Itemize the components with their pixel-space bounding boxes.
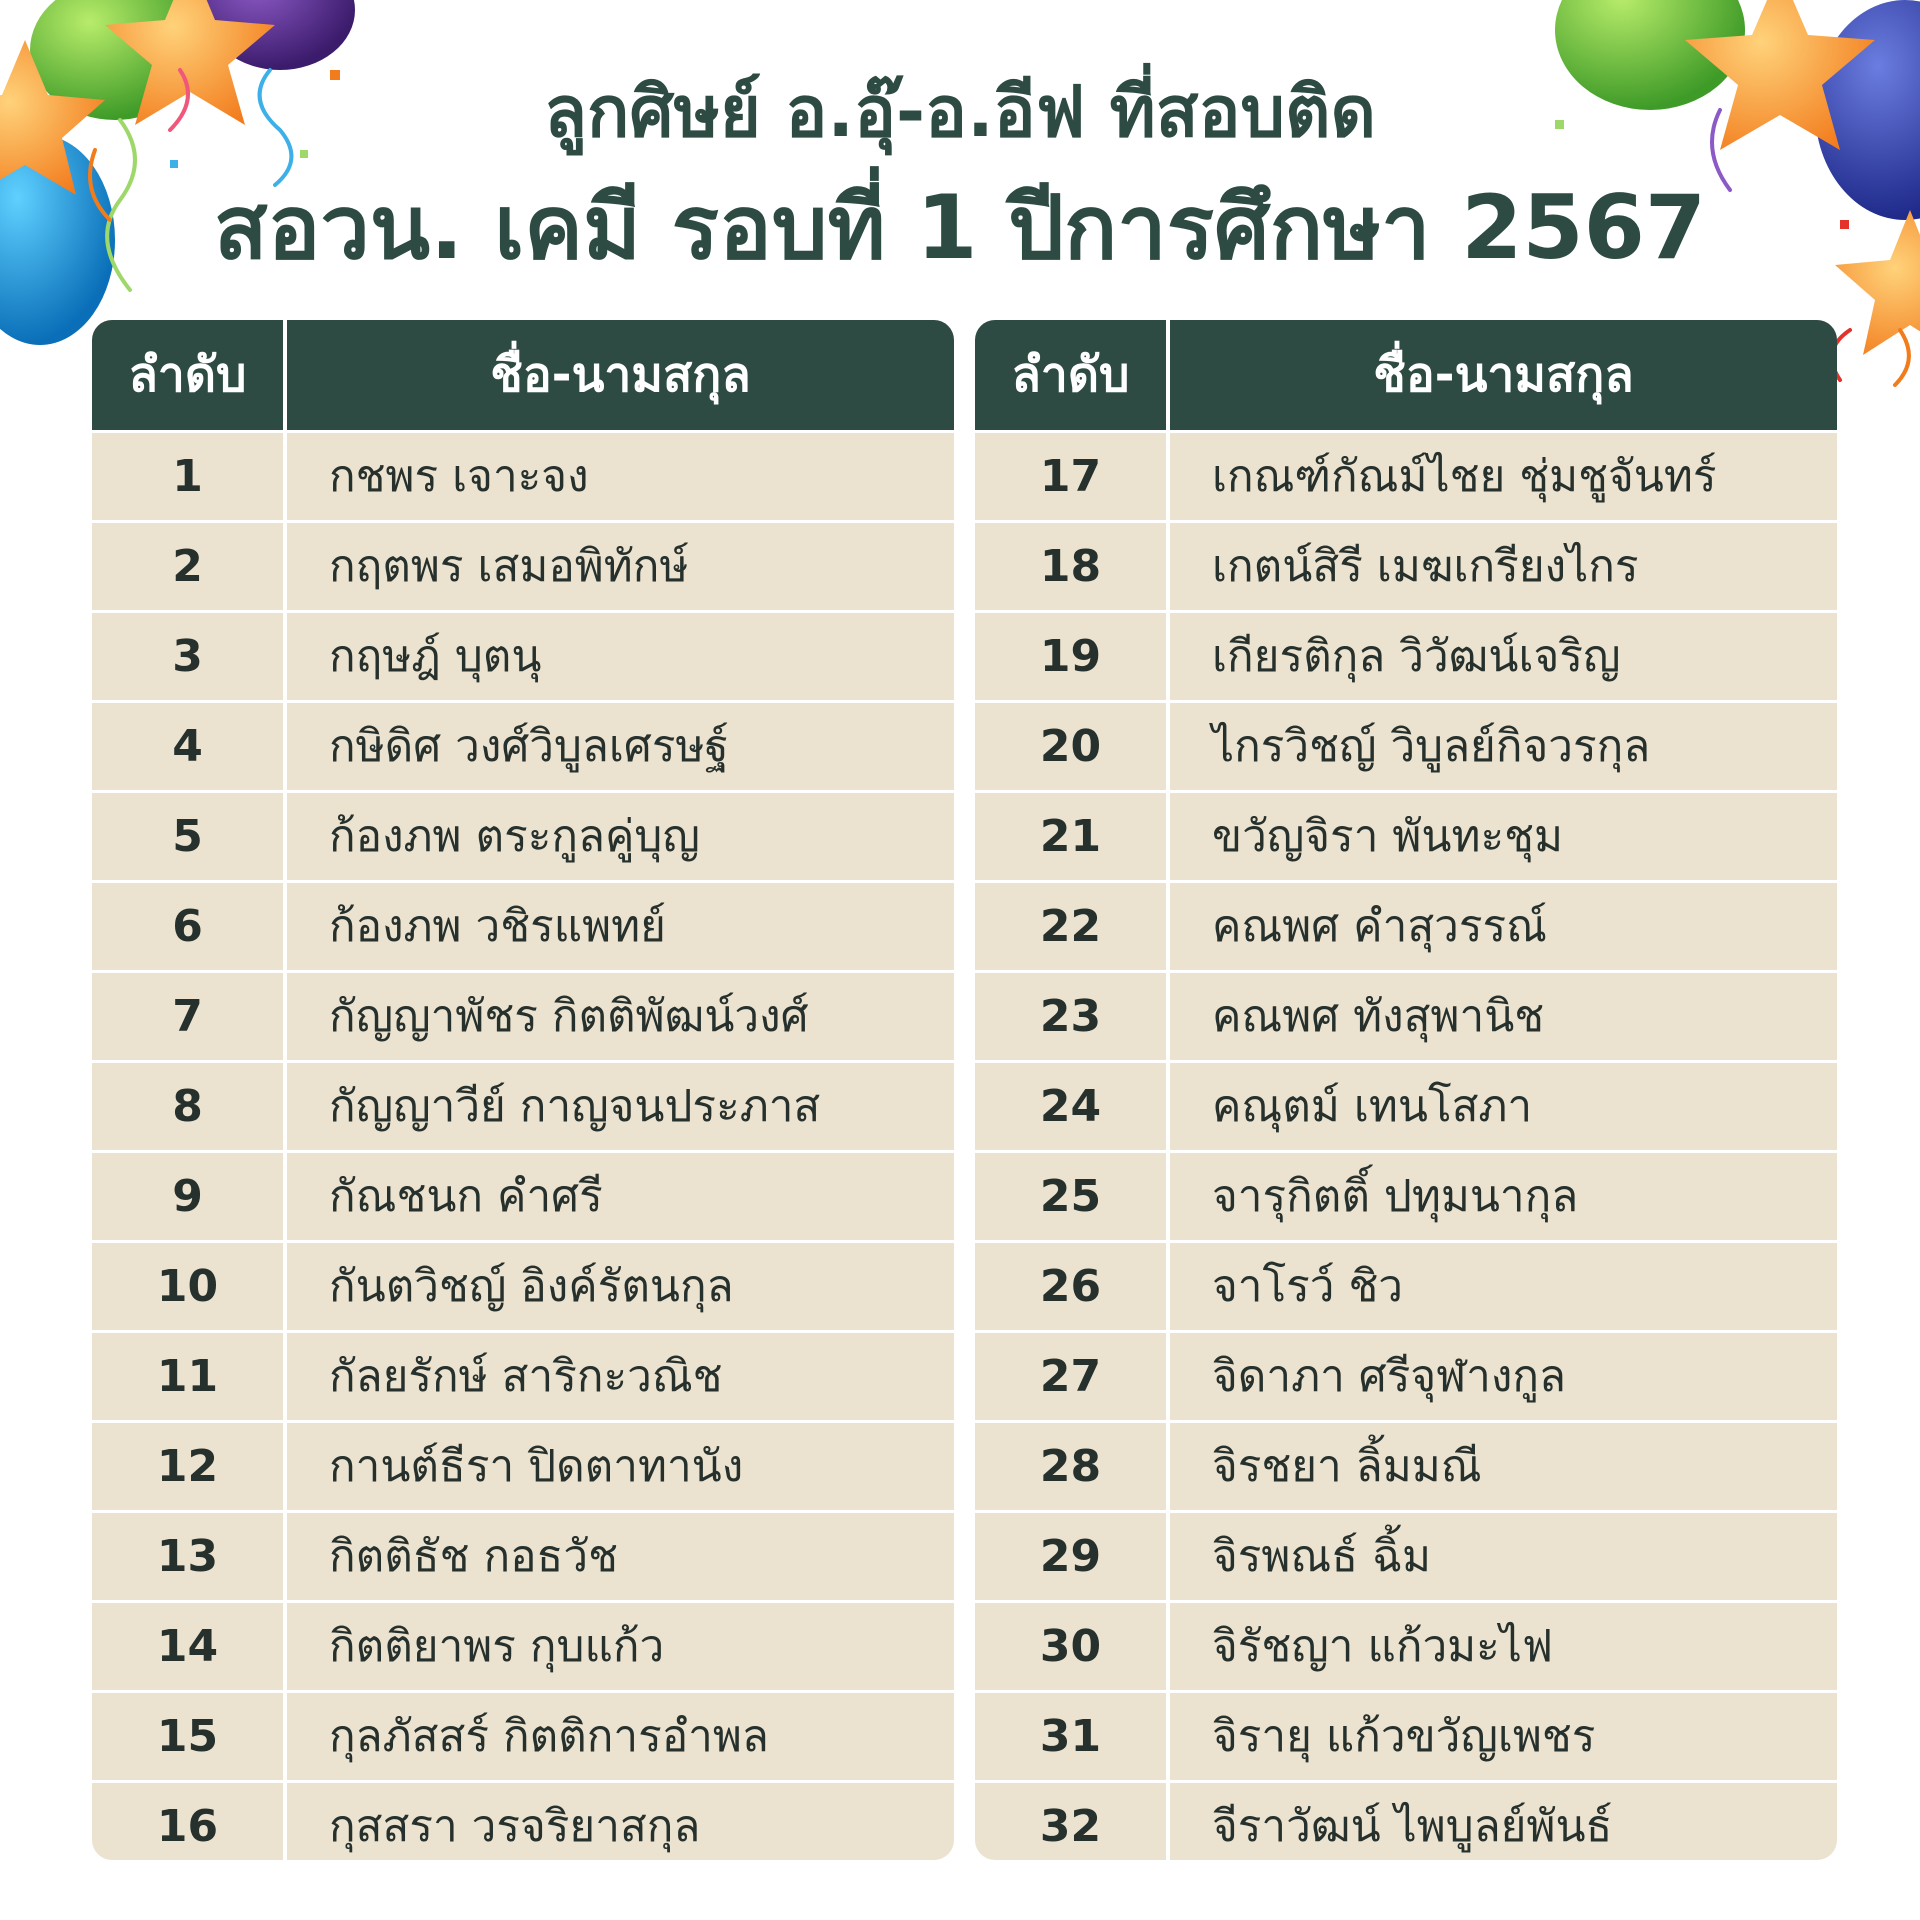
table-row	[92, 1063, 954, 1153]
table-row	[975, 703, 1837, 793]
row-order-number: 14	[92, 1603, 287, 1690]
student-name: กิตติธัช กอธวัช	[329, 1531, 618, 1582]
student-name: กัญญาวีย์ กาญจนประภาส	[329, 1081, 821, 1132]
row-order-number: 25	[975, 1153, 1170, 1240]
row-order-number: 10	[92, 1243, 287, 1330]
table-row	[92, 1153, 954, 1243]
student-name: กชพร เจาะจง	[329, 451, 589, 502]
row-order-number: 22	[975, 883, 1170, 970]
row-order-number: 28	[975, 1423, 1170, 1510]
table-row	[975, 433, 1837, 523]
row-order-number: 18	[975, 523, 1170, 610]
row-order-number: 1	[92, 433, 287, 520]
student-name: กุลภัสสร์ กิตติการอำพล	[329, 1711, 769, 1762]
table-row	[92, 703, 954, 793]
student-name: กัลยรักษ์ สาริกะวณิช	[329, 1351, 723, 1402]
row-order-number: 19	[975, 613, 1170, 700]
student-name: เกตน์สิรี เมฆเกรียงไกร	[1212, 541, 1639, 592]
student-name: จิรายุ แก้วขวัญเพชร	[1212, 1711, 1596, 1762]
student-name: กุสสรา วรจริยาสกุล	[329, 1801, 701, 1852]
student-name: กฤษฎ์ บุตนุ	[329, 631, 542, 682]
column-header-order: ลำดับ	[92, 320, 287, 430]
table-row	[975, 1153, 1837, 1243]
student-name: ไกรวิชญ์ วิบูลย์กิจวรกุล	[1212, 721, 1651, 772]
row-order-number: 5	[92, 793, 287, 880]
student-name: ขวัญจิรา พันทะชุม	[1212, 811, 1563, 862]
table-row	[92, 1783, 954, 1860]
student-name: คณุตม์ เทนโสภา	[1212, 1081, 1533, 1132]
student-name: กันตวิชญ์ อิงค์รัตนกุล	[329, 1261, 734, 1312]
student-name: จีราวัฒน์ ไพบูลย์พันธ์	[1212, 1801, 1613, 1852]
table-row	[975, 973, 1837, 1063]
student-name: เกียรติกุล วิวัฒน์เจริญ	[1212, 631, 1621, 682]
column-header-order: ลำดับ	[975, 320, 1170, 430]
row-order-number: 23	[975, 973, 1170, 1060]
table-row	[975, 1063, 1837, 1153]
row-order-number: 20	[975, 703, 1170, 790]
row-order-number: 24	[975, 1063, 1170, 1150]
results-table-left	[92, 320, 954, 1860]
row-order-number: 17	[975, 433, 1170, 520]
row-order-number: 11	[92, 1333, 287, 1420]
table-row	[92, 1513, 954, 1603]
row-order-number: 8	[92, 1063, 287, 1150]
table-row	[975, 613, 1837, 703]
table-row	[975, 1513, 1837, 1603]
row-order-number: 12	[92, 1423, 287, 1510]
table-row	[92, 1693, 954, 1783]
row-order-number: 26	[975, 1243, 1170, 1330]
student-name: กษิดิศ วงศ์วิบูลเศรษฐ์	[329, 721, 729, 772]
student-name: ก้องภพ ตระกูลคู่บุญ	[329, 811, 700, 862]
table-row	[975, 793, 1837, 883]
student-name: จิรัชญา แก้วมะไฟ	[1212, 1621, 1554, 1672]
table-row	[975, 1693, 1837, 1783]
table-row	[92, 1423, 954, 1513]
row-order-number: 15	[92, 1693, 287, 1780]
table-row	[92, 973, 954, 1063]
row-order-number: 2	[92, 523, 287, 610]
table-header	[92, 320, 954, 433]
student-name: จิดาภา ศรีจุฬางกูล	[1212, 1351, 1566, 1402]
student-name: กิตติยาพร กุบแก้ว	[329, 1621, 665, 1672]
row-order-number: 6	[92, 883, 287, 970]
page-subtitle: สอวน. เคมี รอบที่ 1 ปีการศึกษา 2567	[213, 176, 1707, 279]
table-row	[975, 1423, 1837, 1513]
student-name: คณพศ คำสุวรรณ์	[1212, 901, 1547, 952]
table-row	[92, 1333, 954, 1423]
row-order-number: 16	[92, 1783, 287, 1860]
student-name: คณพศ ทังสุพานิช	[1212, 991, 1545, 1042]
row-order-number: 30	[975, 1603, 1170, 1690]
row-order-number: 32	[975, 1783, 1170, 1860]
results-table-right	[975, 320, 1837, 1860]
row-order-number: 3	[92, 613, 287, 700]
student-name: ก้องภพ วชิรแพทย์	[329, 901, 666, 952]
row-order-number: 27	[975, 1333, 1170, 1420]
table-row	[92, 1243, 954, 1333]
student-name: กัญญาพัชร กิตติพัฒน์วงศ์	[329, 991, 809, 1042]
table-row	[975, 1243, 1837, 1333]
table-row	[92, 523, 954, 613]
student-name: กฤตพร เสมอพิทักษ์	[329, 541, 689, 592]
student-name: เกณฑ์กัณม์ไชย ชุ่มชูจันทร์	[1212, 451, 1717, 502]
table-row	[92, 613, 954, 703]
row-order-number: 9	[92, 1153, 287, 1240]
row-order-number: 13	[92, 1513, 287, 1600]
student-name: จารุกิตติ์ ปทุมนากุล	[1212, 1171, 1579, 1222]
balloon-icon	[205, 0, 355, 70]
student-name: จาโรว์ ชิว	[1212, 1261, 1404, 1312]
table-row	[975, 1333, 1837, 1423]
row-order-number: 21	[975, 793, 1170, 880]
student-name: จิรพณธ์ ฉิ้ม	[1212, 1531, 1432, 1582]
column-header-name: ชื่อ-นามสกุล	[1373, 347, 1634, 403]
table-row	[975, 1783, 1837, 1860]
student-name: จิรชยา ลิ้มมณี	[1212, 1441, 1482, 1492]
row-order-number: 31	[975, 1693, 1170, 1780]
table-row	[92, 793, 954, 883]
table-body	[92, 433, 954, 1860]
table-row	[975, 523, 1837, 613]
row-order-number: 29	[975, 1513, 1170, 1600]
row-order-number: 4	[92, 703, 287, 790]
student-name: กัณชนก คำศรี	[329, 1171, 603, 1222]
column-header-name: ชื่อ-นามสกุล	[490, 347, 751, 403]
table-row	[975, 1603, 1837, 1693]
table-row	[92, 433, 954, 523]
page-title: ลูกศิษย์ อ.อุ๊-อ.อีฟ ที่สอบติด	[544, 71, 1376, 153]
table-row	[92, 883, 954, 973]
table-body	[975, 433, 1837, 1860]
table-header	[975, 320, 1837, 433]
student-name: กานต์ธีรา ปิดตาทานัง	[329, 1441, 744, 1492]
table-row	[975, 883, 1837, 973]
table-row	[92, 1603, 954, 1693]
row-order-number: 7	[92, 973, 287, 1060]
